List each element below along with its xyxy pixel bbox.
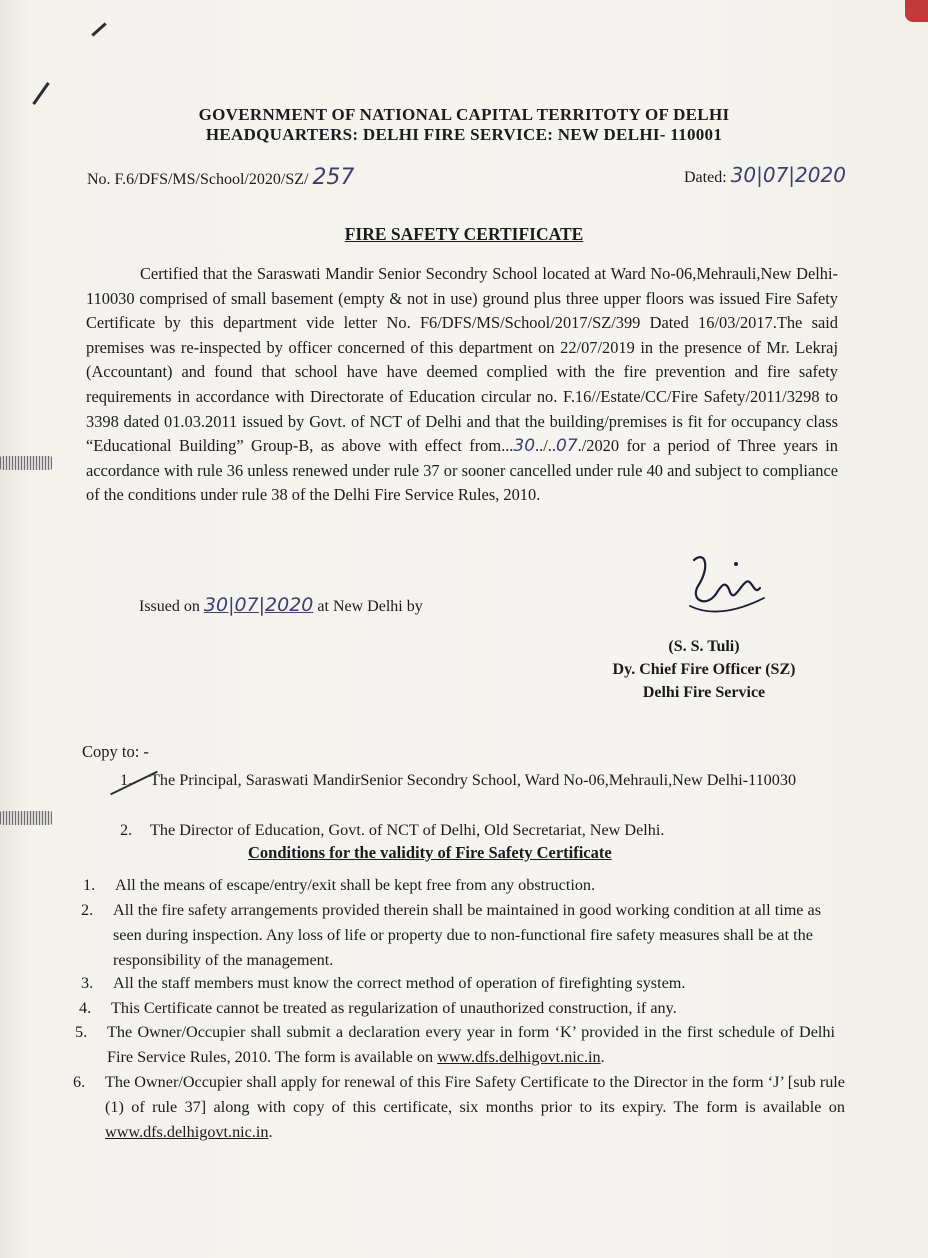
condition-number: 6. — [73, 1073, 86, 1091]
issued-line — [139, 594, 423, 616]
effect-month-handwritten: 07 — [556, 436, 578, 457]
dated-handwritten: 30|07|2020 — [730, 163, 846, 187]
issued-suffix: at New Delhi by — [317, 598, 423, 615]
condition-item — [75, 1020, 835, 1070]
condition-end: . — [600, 1048, 605, 1066]
condition-item — [79, 996, 835, 1021]
dated-label: Dated: — [684, 169, 727, 186]
pen-mark — [32, 82, 49, 105]
certificate-title: FIRE SAFETY CERTIFICATE — [344, 224, 584, 244]
condition-number: 5. — [75, 1023, 88, 1041]
certificate-body — [86, 262, 838, 508]
dated — [684, 163, 846, 187]
reference-number-handwritten: 257 — [312, 165, 355, 190]
condition-link[interactable]: www.dfs.delhigovt.nic.in — [105, 1123, 269, 1141]
red-corner-mark — [905, 0, 928, 22]
conditions-heading: Conditions for the validity of Fire Safety Certificate — [248, 843, 612, 862]
body-part-1: Certified that the Saraswati Mandir Senior Secondry School located at Ward No-06,Mehrauli,New Delhi-110030 comprised of small basement (empty & not in use) ground plus three upper floors was issued Fire Safety Certificate by this department vide letter No. F6/DFS/MS/School/2017/SZ/399 Dated 16/03/2017.The said premises was re-inspected by officer concerned of this department on 22/07/2019 in the presence of Mr. Lekraj (Accountant) and found that school have have deemed complied with the fire prevention and fire safety requirements in accordance with Directorate of Education circular no. F.16//Estate/CC/Fire Safety/2011/3298 to 3398 dated 01.03.2011 issued by Govt. of NCT of Delhi and that the building/premises is fit for occupancy class “Educational Building” Group-B, as above with effect from... — [86, 264, 838, 456]
copy-to-item-number: 1. — [120, 771, 133, 789]
condition-end: . — [268, 1123, 273, 1141]
condition-text: All the staff members must know the correct method of operation of firefighting system. — [113, 974, 686, 992]
signature — [676, 546, 772, 624]
condition-item — [81, 971, 835, 996]
reference-number — [87, 165, 354, 190]
signatory-designation: Dy. Chief Fire Officer (SZ) — [612, 661, 796, 678]
header-line-2: HEADQUARTERS: DELHI FIRE SERVICE: NEW DELHI- 110001 — [205, 125, 723, 144]
condition-item — [81, 898, 835, 973]
signatory-organization: Delhi Fire Service — [642, 684, 766, 701]
copy-to-label: Copy to: - — [82, 742, 149, 761]
condition-link[interactable]: www.dfs.delhigovt.nic.in — [437, 1048, 601, 1066]
condition-text: All the fire safety arrangements provided therein shall be maintained in good working condition at all time as seen during inspection. Any loss of life or property due to non-functional fire safety measures shall be at the responsibility of the management. — [113, 901, 821, 969]
pen-mark — [91, 22, 106, 36]
copy-to-item — [120, 770, 810, 791]
effect-day-handwritten: 30 — [513, 436, 536, 457]
copy-to-item — [120, 820, 810, 841]
copy-to-item-text: The Principal, Saraswati MandirSenior Secondry School, Ward No-06,Mehrauli,New Delhi-110030 — [150, 771, 797, 789]
condition-text: All the means of escape/entry/exit shall be kept free from any obstruction. — [115, 876, 596, 894]
header-line-1: GOVERNMENT OF NATIONAL CAPITAL TERRITOTY OF DELHI — [198, 105, 730, 124]
staple-mark — [0, 456, 52, 470]
signatory-name: (S. S. Tuli) — [668, 638, 740, 655]
effect-date-separator: ../.. — [535, 436, 556, 456]
condition-text: This Certificate cannot be treated as regularization of unauthorized construction, if any. — [111, 999, 677, 1017]
signatory-block — [590, 635, 818, 704]
staple-mark — [0, 811, 52, 825]
condition-text: The Owner/Occupier shall submit a declaration every year in form ‘K’ provided in the first schedule of Delhi Fire Service Rules, 2010. The form is available on — [107, 1023, 835, 1066]
condition-number: 1. — [83, 876, 96, 894]
body-part-2: for a period of Three years in accordance with rule 36 unless renewed under rule 37 or sooner cancelled under rule 40 and subject to compliance of the conditions under rule 38 of the Delhi Fire Service Rules, 2010. — [86, 436, 838, 505]
condition-text: The Owner/Occupier shall apply for renewal of this Fire Safety Certificate to the Director in the form ‘J’ [sub rule (1) of rule 37] along with copy of this certificate, six months prior to its expiry. The form is available on — [105, 1073, 845, 1116]
copy-to-item-text: The Director of Education, Govt. of NCT of Delhi, Old Secretariat, New Delhi. — [150, 821, 665, 839]
issued-prefix: Issued on — [139, 598, 200, 615]
condition-item — [73, 1070, 845, 1145]
condition-item — [83, 873, 835, 898]
issued-date-handwritten: 30|07|2020 — [203, 594, 314, 616]
effect-year: ./2020 — [577, 436, 620, 456]
condition-number: 3. — [81, 974, 94, 992]
condition-number: 2. — [81, 901, 94, 919]
copy-to-item-number: 2. — [120, 821, 133, 839]
reference-number-label: No. F.6/DFS/MS/School/2020/SZ/ — [87, 171, 309, 188]
condition-number: 4. — [79, 999, 92, 1017]
